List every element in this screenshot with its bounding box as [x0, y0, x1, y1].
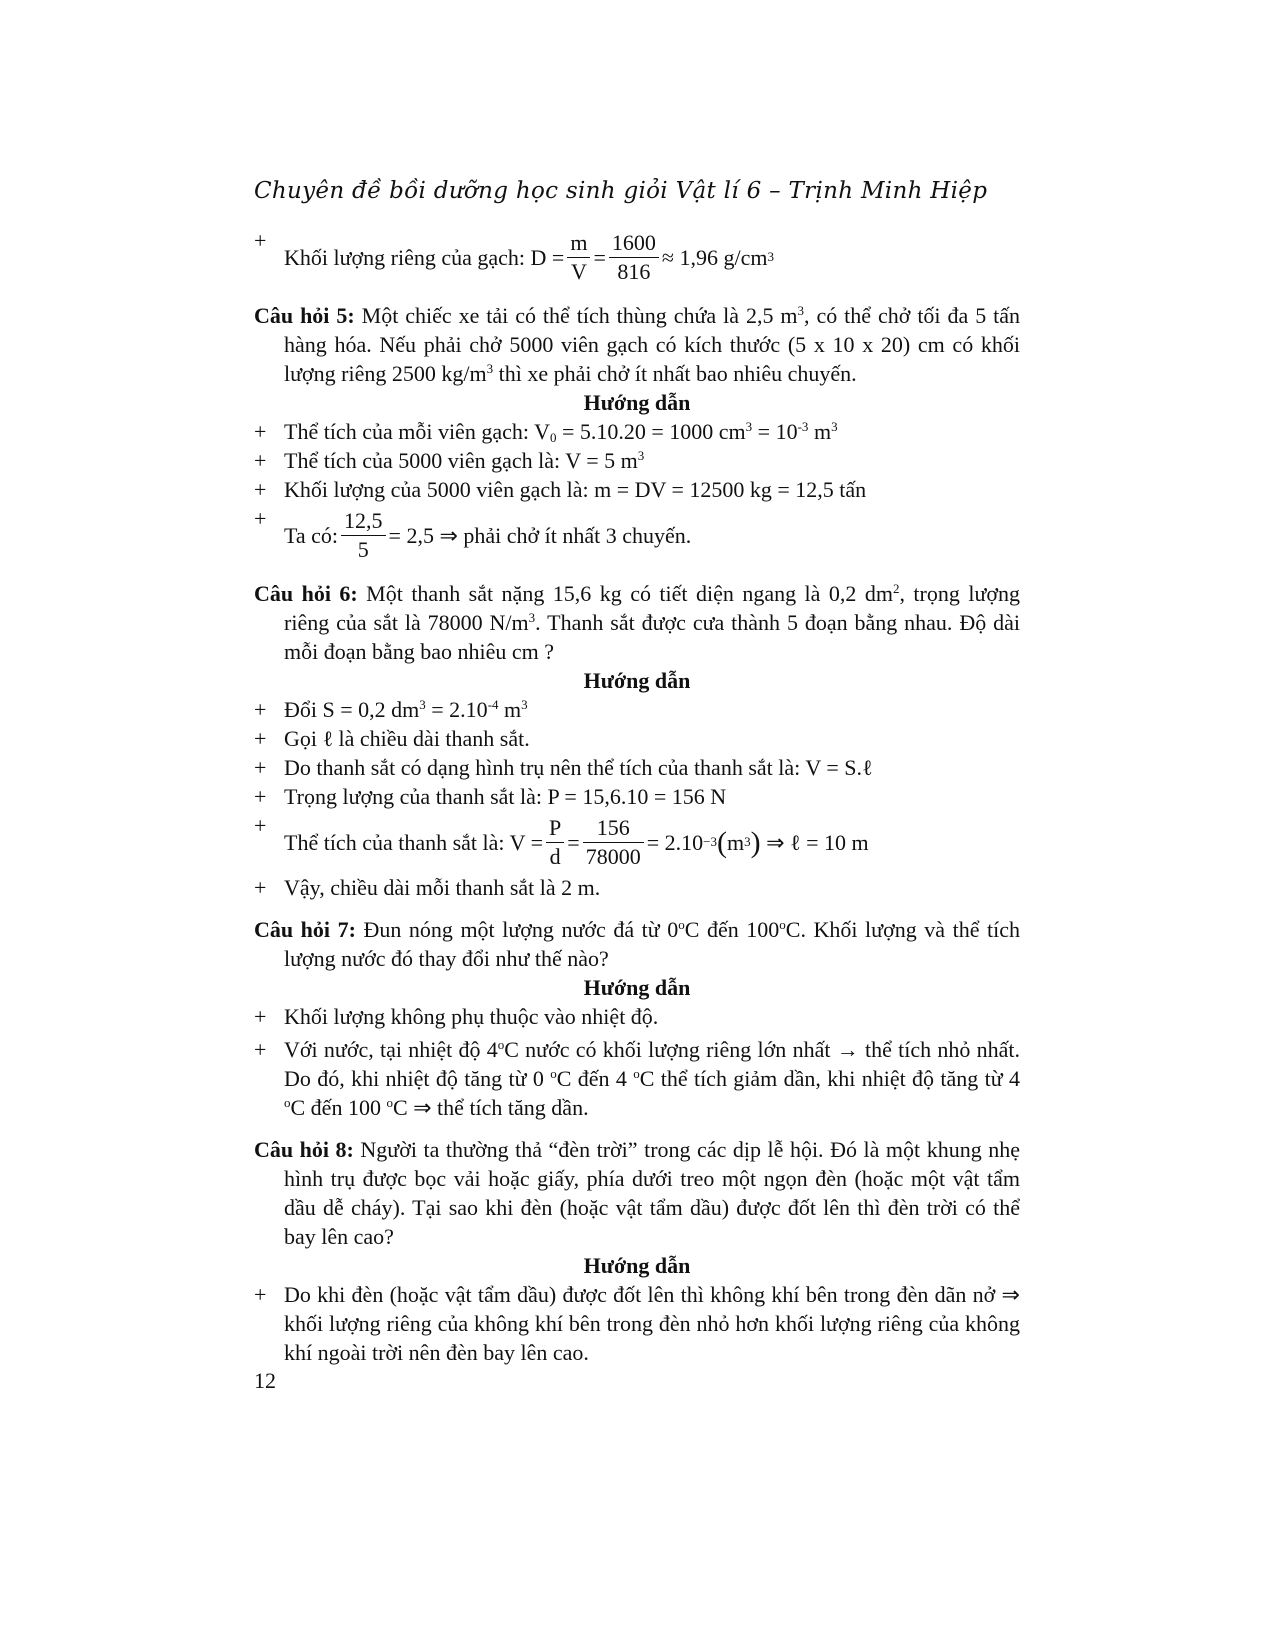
q6-step-5: + Thể tích của thanh sắt là: V = $\frac{P}{d}$ = $\frac{156}{78000}$ = 2.10 −3 ( m 3 ) ⇒ ℓ = 10 m — [254, 811, 1020, 873]
question-6-label: Câu hỏi 6: — [254, 581, 358, 606]
question-8-label: Câu hỏi 8: — [254, 1137, 354, 1162]
page-header: Chuyên đề bồi dưỡng học sinh giỏi Vật lí 6 – Trịnh Minh Hiệp — [254, 178, 988, 204]
q6-step-4: + Trọng lượng của thanh sắt là: P = 15,6.10 = 156 N — [254, 782, 1020, 811]
question-8: Câu hỏi 8: Người ta thường thả “đèn trời” trong các dịp lễ hội. Đó là một khung nhẹ hình trụ được bọc vải hoặc giấy, phía dưới treo một ngọn đèn (hoặc một vật tẩm dầu dễ cháy). Tại sao khi đèn (hoặc vật tẩm dầu) được đốt lên thì đèn trời có thể bay lên cao? — [254, 1137, 1020, 1249]
fraction-m-over-v: $\frac{m}{V}$ — [567, 229, 590, 286]
q6-step-2: + Gọi ℓ là chiều dài thanh sắt. — [254, 724, 1020, 753]
q8-step-1: + Do khi đèn (hoặc vật tẩm dầu) được đốt lên thì không khí bên trong đèn dãn nở ⇒ khối lượng riêng của không khí bên trong đèn nhỏ hơn khối lượng riêng của không khí ngoài trời nên đèn bay lên cao. — [254, 1280, 1020, 1367]
fraction-1600-over-816: $\frac{1600}{816}$ — [609, 229, 659, 286]
question-5-label: Câu hỏi 5: — [254, 303, 355, 328]
q5-step-1: + Thể tích của mỗi viên gạch: $V_0 = 5.10.20 = 1000$ $cm^3 = 10^{-3}$ $m^3$ — [254, 417, 1020, 446]
q6-step-1: + Đổi S = 0,2 $dm^3 = 2.10^{-4}$ $m^3$ — [254, 695, 1020, 724]
question-7-label: Câu hỏi 7: — [254, 917, 356, 942]
fraction-12-5-over-5: $\frac{12,5}{5}$ — [341, 507, 386, 564]
q5-step-4: + Ta có: $\frac{12,5}{5}$ = 2,5 ⇒ phải chở ít nhất 3 chuyến. — [254, 504, 1020, 566]
q5-step-2: + Thể tích của 5000 viên gạch là: V = 5 $m^3$ — [254, 446, 1020, 475]
q6-step-3: + Do thanh sắt có dạng hình trụ nên thể tích của thanh sắt là: V = S.ℓ — [254, 753, 1020, 782]
fraction-p-over-d: $\frac{P}{d}$ — [546, 814, 564, 871]
guide-heading-8: Hướng dẫn — [583, 1253, 691, 1278]
guide-heading-7: Hướng dẫn — [583, 975, 691, 1000]
q5-step-3: + Khối lượng của 5000 viên gạch là: m = DV = 12500 kg = 12,5 tấn — [254, 475, 1020, 504]
q7-step-1: + Khối lượng không phụ thuộc vào nhiệt độ. — [254, 1002, 1020, 1031]
guide-heading-5: Hướng dẫn — [583, 390, 691, 415]
q7-step-2: + Với nước, tại nhiệt độ 4$^o$C nước có khối lượng riêng lớn nhất → thể tích nhỏ nhất. Do đó, khi nhiệt độ tăng từ 0 $^o$C đến 4 $^o$C thể tích giảm dần, khi nhiệt độ tăng từ 4 $^o$C đến 100 $^o$C ⇒ thể tích tăng dần. — [254, 1035, 1020, 1122]
q4-density-formula: + Khối lượng riêng của gạch: D = $\frac{m}{V}$ = $\frac{1600}{816}$ ≈ 1,96 g/cm 3 — [254, 226, 1020, 288]
guide-heading-6: Hướng dẫn — [583, 668, 691, 693]
page-content — [254, 226, 1020, 1367]
q6-step-6: + Vậy, chiều dài mỗi thanh sắt là 2 m. — [254, 873, 1020, 902]
question-6: Câu hỏi 6: Một thanh sắt nặng 15,6 kg có tiết diện ngang là 0,2 $dm^2$, trọng lượng riêng của sắt là 78000 $N/m^3$. Thanh sắt được cưa thành 5 đoạn bằng nhau. Độ dài mỗi đoạn bằng bao nhiêu cm ? — [254, 581, 1020, 664]
fraction-156-over-78000: $\frac{156}{78000}$ — [583, 814, 644, 871]
page-number: 12 — [254, 1368, 276, 1393]
question-5: Câu hỏi 5: Một chiếc xe tải có thể tích thùng chứa là 2,5 $m^3$, có thể chở tối đa 5 tấn hàng hóa. Nếu phải chở 5000 viên gạch có kích thước (5 x 10 x 20) cm có khối lượng riêng 2500 $kg/m^3$ thì xe phải chở ít nhất bao nhiêu chuyến. — [254, 303, 1021, 386]
question-7: Câu hỏi 7: Đun nóng một lượng nước đá từ 0$^o$C đến 100$^o$C. Khối lượng và thể tích lượng nước đó thay đổi như thế nào? — [254, 917, 1020, 971]
